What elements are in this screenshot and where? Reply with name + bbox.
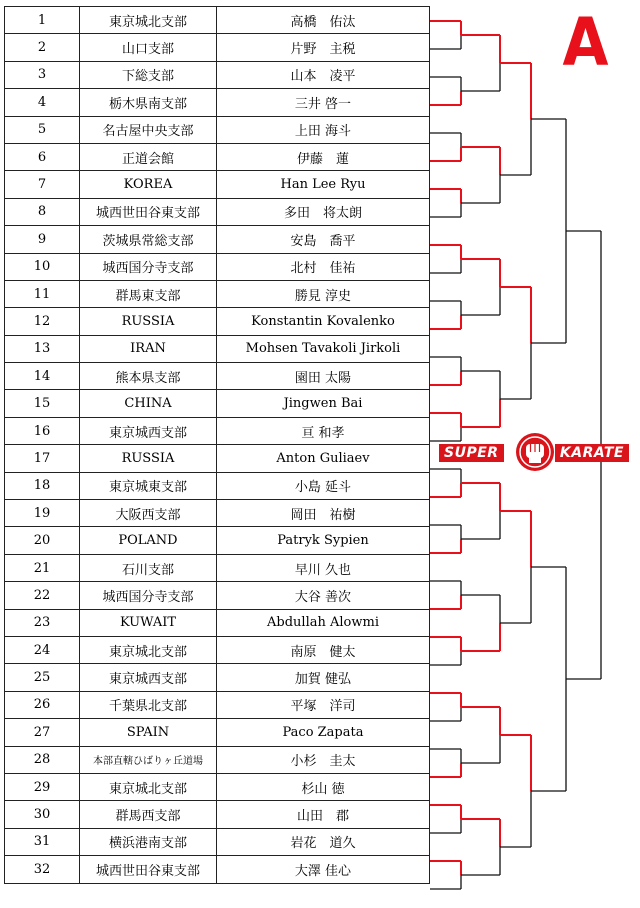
entry-name: Anton Guliaev [217,445,430,472]
entry-branch: 山口支部 [80,34,217,61]
entry-number: 2 [5,34,80,61]
entry-branch: 東京城西支部 [80,664,217,691]
entry-name: Mohsen Tavakoli Jirkoli [217,335,430,362]
entry-number: 14 [5,363,80,390]
entry-number: 16 [5,417,80,444]
entry-branch: SPAIN [80,719,217,746]
entry-branch: 名古屋中央支部 [80,116,217,143]
entry-branch: KUWAIT [80,609,217,636]
entry-number: 5 [5,116,80,143]
entry-number: 17 [5,445,80,472]
entry-branch: 本部直轄ひばりヶ丘道場 [80,746,217,773]
entry-name: 加賀 健弘 [217,664,430,691]
entry-number: 26 [5,691,80,718]
entry-number: 15 [5,390,80,417]
entry-branch: 群馬西支部 [80,801,217,828]
logo-left-word: SUPER [439,444,504,462]
entry-branch: 東京城北支部 [80,636,217,663]
entry-name: 伊藤 蓮 [217,143,430,170]
entry-name: 片野 主税 [217,34,430,61]
entry-branch: 群馬東支部 [80,280,217,307]
entry-number: 12 [5,308,80,335]
entry-number: 32 [5,856,80,883]
entry-name: 多田 将太朗 [217,198,430,225]
entry-number: 31 [5,828,80,855]
entry-name: 早川 久也 [217,554,430,581]
entry-number: 11 [5,280,80,307]
entry-name: 上田 海斗 [217,116,430,143]
entry-number: 10 [5,253,80,280]
entry-name: 大澤 佳心 [217,856,430,883]
entry-name: Han Lee Ryu [217,171,430,198]
entry-name: Patryk Sypien [217,527,430,554]
entry-name: Jingwen Bai [217,390,430,417]
entry-branch: POLAND [80,527,217,554]
entry-number: 7 [5,171,80,198]
entry-branch: IRAN [80,335,217,362]
entry-branch: 城西世田谷東支部 [80,198,217,225]
entry-branch: 東京城東支部 [80,472,217,499]
entry-name: 北村 佳祐 [217,253,430,280]
entry-branch: 東京城西支部 [80,417,217,444]
entry-number: 21 [5,554,80,581]
entry-number: 6 [5,143,80,170]
entry-name: Abdullah Alowmi [217,609,430,636]
entry-name: 山本 凌平 [217,61,430,88]
entry-branch: 城西世田谷東支部 [80,856,217,883]
entry-branch: 横浜港南支部 [80,828,217,855]
entry-name: 南原 健太 [217,636,430,663]
entry-name: Paco Zapata [217,719,430,746]
entry-number: 30 [5,801,80,828]
entry-number: 23 [5,609,80,636]
entry-branch: 石川支部 [80,554,217,581]
entry-branch: 東京城北支部 [80,7,217,34]
entry-number: 13 [5,335,80,362]
entry-branch: RUSSIA [80,308,217,335]
entry-name: 小杉 圭太 [217,746,430,773]
entry-name: 三井 啓一 [217,89,430,116]
entry-name: 高橋 佑汰 [217,7,430,34]
entry-number: 4 [5,89,80,116]
entry-branch: KOREA [80,171,217,198]
fist-icon [515,432,555,472]
entry-branch: 城西国分寺支部 [80,253,217,280]
entry-number: 19 [5,500,80,527]
entry-name: 山田 郡 [217,801,430,828]
entry-branch: 大阪西支部 [80,500,217,527]
entry-number: 8 [5,198,80,225]
entry-number: 1 [5,7,80,34]
entry-number: 24 [5,636,80,663]
super-karate-logo [437,432,631,472]
entry-name: Konstantin Kovalenko [217,308,430,335]
entry-name: 岡田 祐樹 [217,500,430,527]
entry-number: 9 [5,226,80,253]
entry-branch: 東京城北支部 [80,773,217,800]
logo-right-word: KARATE [555,444,629,462]
entry-number: 25 [5,664,80,691]
entry-name: 平塚 洋司 [217,691,430,718]
entry-branch: 栃木県南支部 [80,89,217,116]
entry-name: 亘 和孝 [217,417,430,444]
entry-number: 27 [5,719,80,746]
entry-name: 勝見 淳史 [217,280,430,307]
entry-number: 28 [5,746,80,773]
entry-name: 安島 喬平 [217,226,430,253]
entry-branch: 千葉県北支部 [80,691,217,718]
entry-name: 杉山 徳 [217,773,430,800]
entry-name: 園田 太陽 [217,363,430,390]
entry-branch: 茨城県常総支部 [80,226,217,253]
block-label: A [562,4,609,81]
entry-branch: CHINA [80,390,217,417]
entry-name: 岩花 道久 [217,828,430,855]
entry-branch: RUSSIA [80,445,217,472]
entry-branch: 城西国分寺支部 [80,582,217,609]
entry-number: 22 [5,582,80,609]
entry-name: 小島 延斗 [217,472,430,499]
entry-branch: 下総支部 [80,61,217,88]
entry-number: 3 [5,61,80,88]
entry-number: 20 [5,527,80,554]
entry-number: 18 [5,472,80,499]
entry-name: 大谷 善次 [217,582,430,609]
entry-number: 29 [5,773,80,800]
entry-branch: 正道会館 [80,143,217,170]
entry-branch: 熊本県支部 [80,363,217,390]
